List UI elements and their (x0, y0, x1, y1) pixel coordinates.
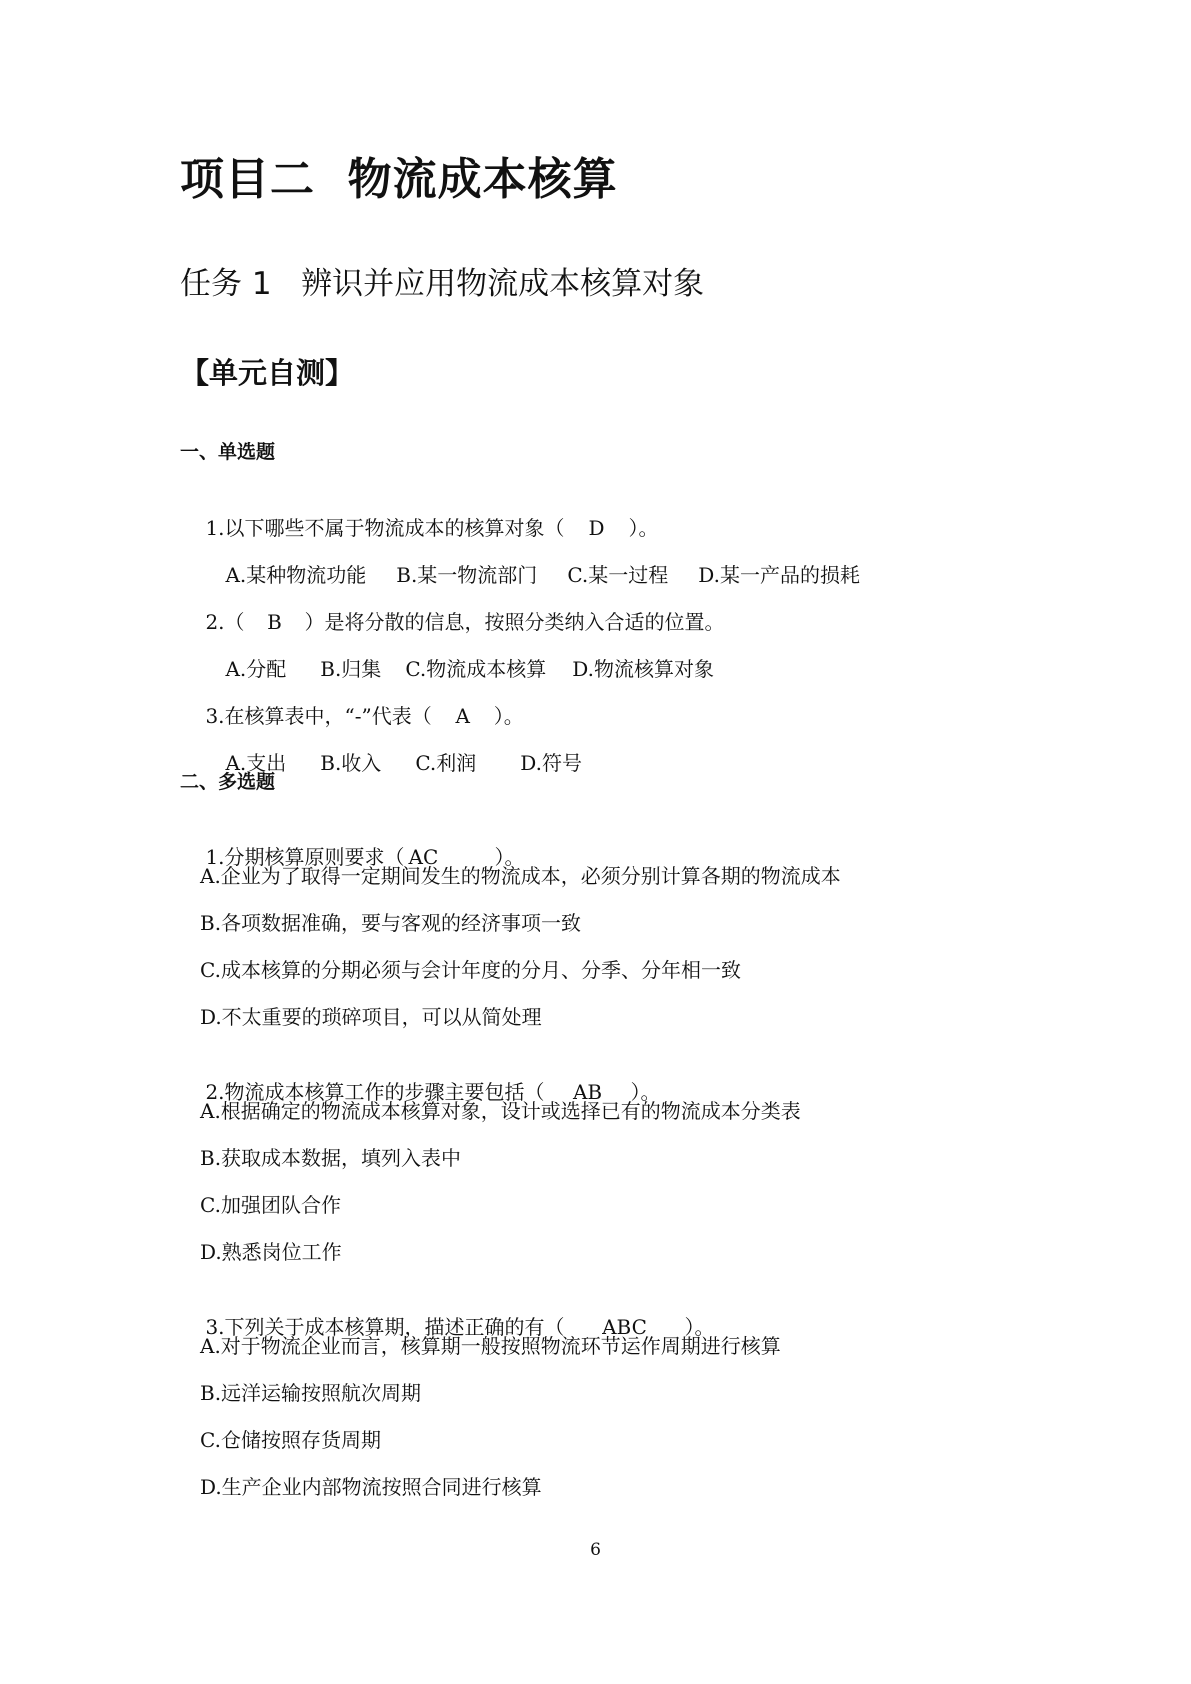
option: A.某种物流功能 (225, 563, 367, 587)
multi-choice-section-title: 二、多选题 (180, 771, 276, 793)
question-text-end: ）。 (684, 1315, 715, 1339)
question-text-end: ）。 (494, 845, 525, 869)
option: B.归集 (320, 657, 382, 681)
answer-value: ABC (602, 1315, 647, 1339)
question-text-end: ）。 (628, 516, 659, 540)
multi-question-2-option-b: B.获取成本数据，填列入表中 (200, 1146, 462, 1170)
option: B.收入 (320, 751, 382, 775)
option: A.支出 (225, 751, 287, 775)
question-text: 2.物流成本核算工作的步骤主要包括（ (205, 1080, 545, 1104)
answer-value: A (455, 704, 470, 728)
multi-question-3-option-c: C.仓储按照存货周期 (200, 1428, 381, 1452)
answer-value: AC (408, 845, 439, 869)
question-text: 2.（ (205, 610, 245, 634)
option: A.分配 (225, 657, 287, 681)
answer-value: AB (572, 1080, 603, 1104)
option: B.某一物流部门 (396, 563, 538, 587)
option: C.物流成本核算 (405, 657, 547, 681)
question-text-end: ）是将分散的信息，按照分类纳入合适的位置。 (304, 610, 725, 634)
multi-question-2-option-c: C.加强团队合作 (200, 1193, 341, 1217)
multi-question-1-option-d: D.不太重要的琐碎项目，可以从简处理 (200, 1005, 542, 1029)
page-number: 6 (590, 1540, 601, 1560)
option: D.符号 (520, 751, 582, 775)
question-text-end: ）。 (493, 704, 524, 728)
multi-question-1-option-a: A.企业为了取得一定期间发生的物流成本，必须分别计算各期的物流成本 (200, 864, 841, 888)
multi-question-3-option-a: A.对于物流企业而言，核算期一般按照物流环节运作周期进行核算 (200, 1334, 781, 1358)
multi-question-1-option-b: B.各项数据准确，要与客观的经济事项一致 (200, 911, 582, 935)
project-heading: 项目二 物流成本核算 (180, 154, 618, 205)
option: D.物流核算对象 (572, 657, 714, 681)
multi-question-2-option-d: D.熟悉岗位工作 (200, 1240, 342, 1264)
question-text: 1.以下哪些不属于物流成本的核算对象（ (205, 516, 565, 540)
multi-question-2-option-a: A.根据确定的物流成本核算对象，设计或选择已有的物流成本分类表 (200, 1099, 801, 1123)
question-text-end: ）。 (630, 1080, 661, 1104)
option: C.某一过程 (567, 563, 669, 587)
question-text: 1.分期核算原则要求（ (205, 845, 405, 869)
question-text: 3.下列关于成本核算期，描述正确的有（ (205, 1315, 565, 1339)
multi-question-3-option-b: B.远洋运输按照航次周期 (200, 1381, 422, 1405)
multi-question-3-option-d: D.生产企业内部物流按照合同进行核算 (200, 1475, 542, 1499)
unit-self-test-heading: 【单元自测】 (180, 356, 355, 390)
option: C.利润 (415, 751, 477, 775)
answer-value: D (588, 516, 605, 540)
answer-value: B (267, 610, 282, 634)
question-text: 3.在核算表中，“-”代表（ (205, 704, 432, 728)
option: D.某一产品的损耗 (698, 563, 860, 587)
multi-question-1-option-c: C.成本核算的分期必须与会计年度的分月、分季、分年相一致 (200, 958, 741, 982)
task-heading: 任务 1 辨识并应用物流成本核算对象 (180, 266, 705, 302)
single-choice-section-title: 一、单选题 (180, 441, 276, 463)
